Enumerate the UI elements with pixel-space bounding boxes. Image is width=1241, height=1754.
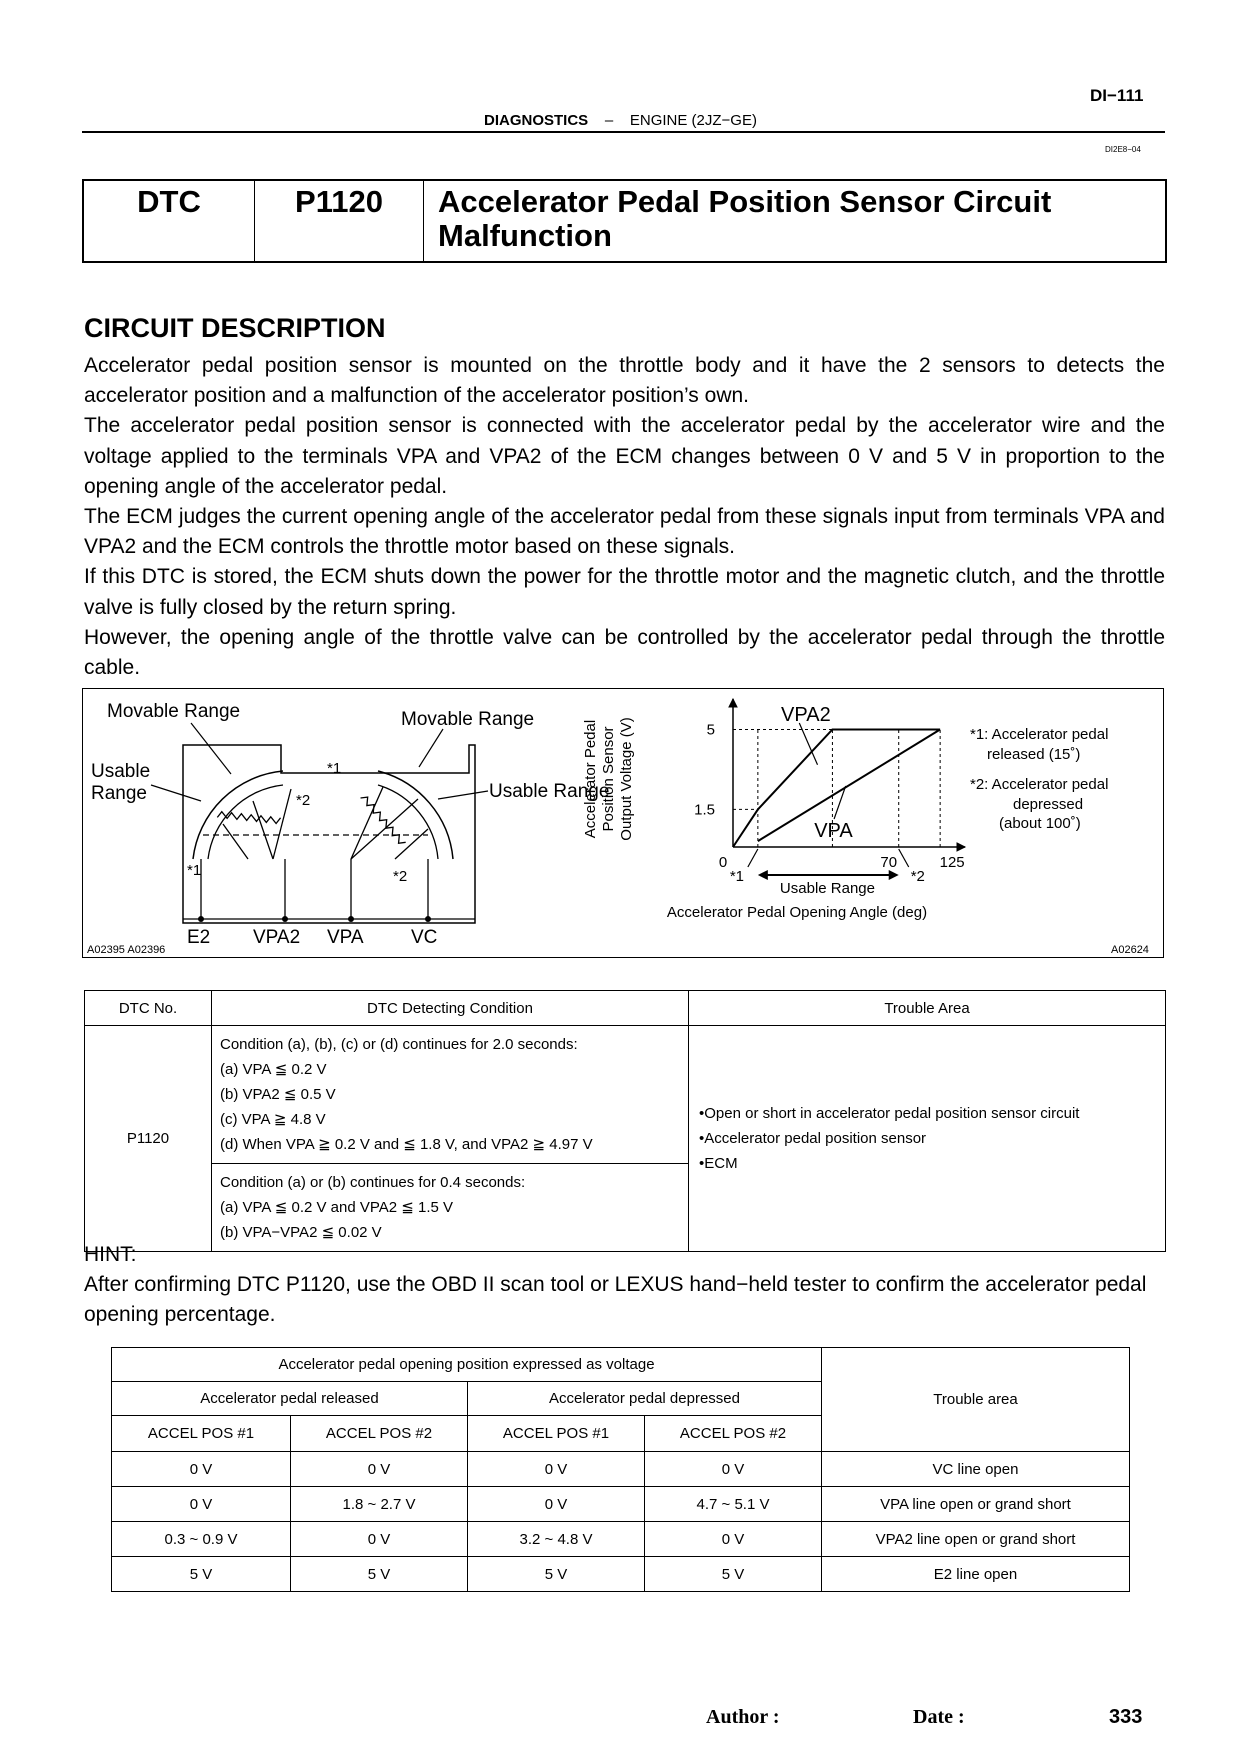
series-label-vpa: VPA xyxy=(814,820,853,842)
table-cell: 0 V xyxy=(645,1522,822,1557)
table-cell: 5 V xyxy=(112,1557,291,1592)
x-axis-arrow xyxy=(957,843,965,851)
paragraph: The accelerator pedal position sensor is connected with the accelerator pedal by the accelerator wire and the voltage applied to the terminals VPA and VPA2 of the ECM changes between 0 V and 5 V in proportion to the opening angle of the accelerator pedal. xyxy=(84,414,1165,498)
series-leader xyxy=(799,723,817,765)
table-cell: 0 V xyxy=(468,1487,645,1522)
doc-id: DI2E8−04 xyxy=(1105,145,1141,154)
table-cell: 1.8 ~ 2.7 V xyxy=(291,1487,468,1522)
figure-box xyxy=(82,688,1164,958)
terminal-vpa-label: VPA xyxy=(327,927,364,948)
y-axis-label: Accelerator Pedal xyxy=(582,719,599,839)
condition-line: (a) VPA ≦ 0.2 V and VPA2 ≦ 1.5 V xyxy=(220,1199,454,1216)
x-tick-label: 125 xyxy=(939,854,965,871)
mark-leader xyxy=(899,849,909,867)
dtc-label: DTC xyxy=(84,181,255,261)
table-row xyxy=(112,1452,1130,1487)
footer-author: Author : xyxy=(706,1706,780,1728)
chart-note: *2: Accelerator pedal xyxy=(970,776,1109,793)
condition-line: (c) VPA ≧ 4.8 V xyxy=(220,1111,326,1128)
paragraph: However, the opening angle of the throttle valve can be controlled by the accelerator pedal through the throttle cable. xyxy=(84,625,1165,680)
trouble-area-item: •Open or short in accelerator pedal position sensor circuit xyxy=(699,1105,1080,1122)
table-row xyxy=(112,1522,1130,1557)
table-row xyxy=(112,1557,1130,1592)
terminal-vpa2-label: VPA2 xyxy=(253,927,301,948)
condition-line: (b) VPA2 ≦ 0.5 V xyxy=(220,1086,336,1103)
page-number: DI−111 xyxy=(1090,86,1144,105)
hint-label: HINT: xyxy=(84,1243,137,1266)
table-cell: VC line open xyxy=(822,1452,1130,1487)
condition-line: (d) When VPA ≧ 0.2 V and ≦ 1.8 V, and VPA2 ≧ 4.97 V xyxy=(220,1136,593,1153)
usable-range-label: Usable xyxy=(91,761,151,782)
y-axis-arrow xyxy=(729,699,737,707)
table-cell: 5 V xyxy=(291,1557,468,1592)
page-header xyxy=(0,112,1241,129)
table-cell: 0 V xyxy=(645,1452,822,1487)
table-cell: VPA line open or grand short xyxy=(822,1487,1130,1522)
x-tick-label: 0 xyxy=(718,854,728,871)
header-section: DIAGNOSTICS xyxy=(484,112,589,129)
table-cell: 0 V xyxy=(112,1452,291,1487)
hint-text: After confirming DTC P1120, use the OBD II scan tool or LEXUS hand−held tester to confirm the accelerator pedal opening percentage. xyxy=(84,1273,1147,1326)
chart-note: depressed xyxy=(1013,796,1084,813)
column-header: ACCEL POS #2 xyxy=(645,1416,822,1452)
table-cell: 0 V xyxy=(112,1487,291,1522)
movable-range-label: Movable Range xyxy=(107,701,241,722)
usable-range-label: Range xyxy=(91,783,147,804)
table-cell: 4.7 ~ 5.1 V xyxy=(645,1487,822,1522)
dtc-title-line1: Accelerator Pedal Position Sensor Circuit xyxy=(438,184,1052,219)
chart-mark: *2 xyxy=(910,868,925,885)
mark-label: *1 xyxy=(327,760,342,777)
mark-leader xyxy=(748,849,758,867)
y-axis-label: Output Voltage (V) xyxy=(618,717,635,841)
hint-block xyxy=(84,1240,1165,1330)
chart-note: released (15˚) xyxy=(987,746,1081,763)
condition-line: Condition (a) or (b) continues for 0.4 seconds: xyxy=(220,1174,526,1191)
voltage-top-header: Accelerator pedal opening position expressed as voltage xyxy=(112,1348,822,1382)
column-header: ACCEL POS #2 xyxy=(291,1416,468,1452)
left-labels xyxy=(91,701,609,948)
table-cell: 0 V xyxy=(291,1522,468,1557)
table-header: DTC No. xyxy=(85,991,212,1026)
condition-line: (a) VPA ≦ 0.2 V xyxy=(220,1061,327,1078)
mark-label: *2 xyxy=(393,868,408,885)
dtc-title-box xyxy=(82,179,1167,263)
header-subsection: ENGINE (2JZ−GE) xyxy=(629,112,757,129)
paragraph: Accelerator pedal position sensor is mounted on the throttle body and it have the 2 sensors to detects the accelerator position and a malfunction of the accelerator position’s own. xyxy=(84,354,1165,408)
range-arrowhead xyxy=(758,870,768,880)
condition-group xyxy=(212,1164,689,1252)
y-axis-label: Position Sensor xyxy=(600,726,617,832)
table-cell: E2 line open xyxy=(822,1557,1130,1592)
table-header: Trouble Area xyxy=(689,991,1166,1026)
table-cell: 5 V xyxy=(645,1557,822,1592)
condition-group xyxy=(212,1026,689,1164)
chart-mark: *1 xyxy=(729,868,745,885)
dtc-code: P1120 xyxy=(255,181,424,261)
chart-note: *1: Accelerator pedal xyxy=(970,726,1109,743)
condition-line: Condition (a), (b), (c) or (d) continues for 2.0 seconds: xyxy=(220,1036,578,1053)
section-heading: CIRCUIT DESCRIPTION xyxy=(84,313,386,343)
trouble-area-cell xyxy=(689,1026,1166,1252)
paragraph: If this DTC is stored, the ECM shuts down the power for the throttle motor and the magnetic clutch, and the throttle valve is fully closed by the return spring. xyxy=(84,565,1165,619)
trouble-area-header: Trouble area xyxy=(822,1348,1130,1452)
usable-range-label: Usable Range xyxy=(489,781,610,802)
dtc-number: P1120 xyxy=(85,1026,212,1252)
x-tick-label: 70 xyxy=(880,854,898,871)
fig-id-right: A02624 xyxy=(1111,944,1149,956)
usable-range-label: Usable Range xyxy=(779,880,875,897)
voltage-table xyxy=(111,1347,1130,1592)
released-header: Accelerator pedal released xyxy=(112,1382,468,1416)
terminal-vc-label: VC xyxy=(411,927,438,948)
header-rule xyxy=(82,131,1165,133)
table-cell: 3.2 ~ 4.8 V xyxy=(468,1522,645,1557)
dtc-title xyxy=(424,181,1165,261)
dtc-title-line2: Malfunction xyxy=(438,218,612,253)
figure-svg xyxy=(83,689,1163,957)
movable-range-label: Movable Range xyxy=(401,709,535,730)
table-cell: 0 V xyxy=(291,1452,468,1487)
dtc-table xyxy=(84,990,1166,1252)
x-axis-label: Accelerator Pedal Opening Angle (deg) xyxy=(666,904,928,921)
y-tick-label: 1.5 xyxy=(694,801,715,819)
table-cell: 5 V xyxy=(468,1557,645,1592)
footer-page-number: 333 xyxy=(1109,1706,1143,1728)
trouble-area-item: •Accelerator pedal position sensor xyxy=(699,1130,927,1147)
header-dash: – xyxy=(604,112,614,129)
trouble-area-item: •ECM xyxy=(699,1155,738,1172)
left-marks xyxy=(187,760,407,885)
table-cell: VPA2 line open or grand short xyxy=(822,1522,1130,1557)
voltage-chart xyxy=(582,699,1149,956)
table-cell: 0 V xyxy=(468,1452,645,1487)
column-header: ACCEL POS #1 xyxy=(468,1416,645,1452)
series-label-vpa2: VPA2 xyxy=(781,704,831,726)
leader-lines xyxy=(151,723,488,801)
fig-id-left: A02395 A02396 xyxy=(87,944,166,956)
mark-label: *1 xyxy=(187,862,202,879)
column-header: ACCEL POS #1 xyxy=(112,1416,291,1452)
table-cell: 0.3 ~ 0.9 V xyxy=(112,1522,291,1557)
terminal-e2-label: E2 xyxy=(187,927,211,948)
y-tick-label: 5 xyxy=(706,721,715,739)
table-row xyxy=(112,1487,1130,1522)
range-arrowhead xyxy=(889,870,899,880)
circuit-description xyxy=(84,351,1165,683)
mark-label: *2 xyxy=(296,792,311,809)
condition-line: (b) VPA−VPA2 ≦ 0.02 V xyxy=(220,1224,382,1241)
paragraph: The ECM judges the current opening angle of the accelerator pedal from these signals input from terminals VPA and VPA2 and the ECM controls the throttle motor based on these signals. xyxy=(84,505,1165,559)
table-header: DTC Detecting Condition xyxy=(212,991,689,1026)
depressed-header: Accelerator pedal depressed xyxy=(468,1382,822,1416)
footer-date: Date : xyxy=(913,1706,965,1728)
chart-note: (about 100˚) xyxy=(999,815,1081,832)
